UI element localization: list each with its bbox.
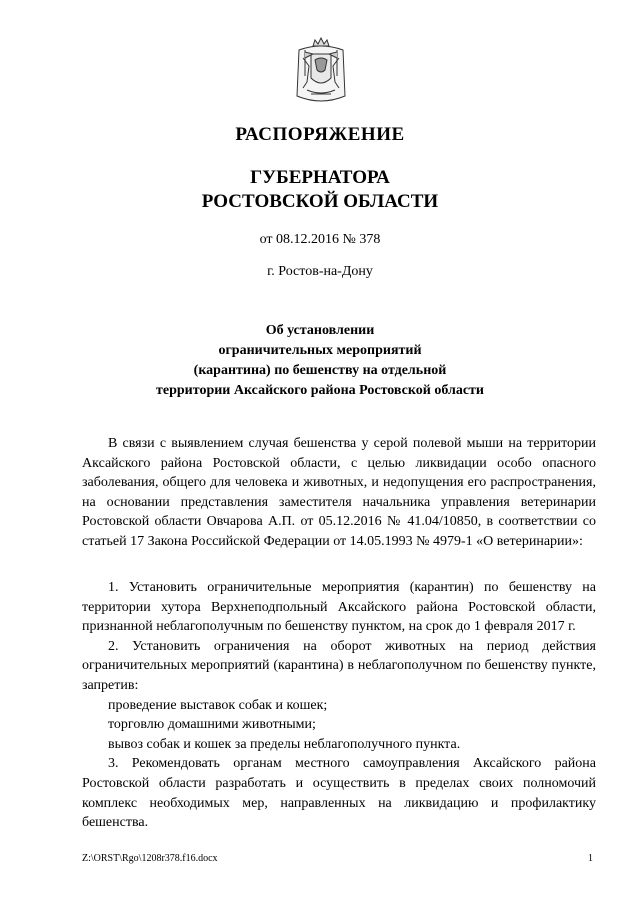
item-2-sub-2: торговлю домашними животными; — [108, 717, 316, 733]
subject-line-3: (карантина) по бешенству на отдельной — [193, 363, 447, 378]
issuer — [0, 166, 640, 214]
subject-line-2: ограничительных мероприятий — [218, 343, 422, 358]
intro-paragraph: В связи с выявлением случая бешенства у серой полевой мыши на территории Аксайского района Ростовской области, с целью ликвидации особо опасного заболевания, общего для человека и животных, и недопущения его распространения, на основании представления заместителя начальника управления ветеринарии Ростовской области Овчарова А.П. от 05.12.2016 № 41.04/10850, в соответствии со статьей 17 Закона Российской Федерации от 14.05.1993 № 4979-1 «О ветеринарии»: — [82, 436, 596, 549]
intro-section — [82, 434, 596, 552]
rostov-oblast-coat-of-arms-icon — [293, 36, 349, 108]
subject-line-4: территории Аксайского района Ростовской области — [156, 383, 484, 398]
issuer-line-1: ГУБЕРНАТОРА — [250, 167, 390, 188]
item-2-sub-1: проведение выставок собак и кошек; — [108, 697, 328, 713]
item-3: 3. Рекомендовать органам местного самоуправления Аксайского района Ростовской области разработать и осуществить в пределах своих полномочий комплекс необходимых мер, направленных на ликвидацию и профилактику бешенства. — [82, 756, 596, 831]
date-number: от 08.12.2016 № 378 — [259, 232, 381, 247]
items-section — [82, 578, 596, 833]
document-type: РАСПОРЯЖЕНИЕ — [235, 124, 405, 145]
subject-title — [0, 321, 640, 401]
issuer-line-2: РОСТОВСКОЙ ОБЛАСТИ — [201, 191, 439, 212]
page-number: 1 — [588, 853, 593, 864]
subject-line-1: Об установлении — [265, 323, 375, 338]
item-1: 1. Установить ограничительные мероприятия (карантин) по бешенству на территории хутора Верхнеподпольный Аксайского района Ростовской области, признанной неблагополучным по бешенству пунктом, на срок до 1 февраля 2017 г. — [82, 580, 596, 635]
place: г. Ростов-на-Дону — [267, 264, 373, 279]
footer-file-path: Z:\ORST\Rgo\1208r378.f16.docx — [82, 853, 218, 864]
item-2-sub-3: вывоз собак и кошек за пределы неблагополучного пункта. — [108, 736, 461, 752]
item-2: 2. Установить ограничения на оборот животных на период действия ограничительных мероприятий (карантина) в неблагополучном по бешенству пункте, запретив: — [82, 638, 596, 693]
